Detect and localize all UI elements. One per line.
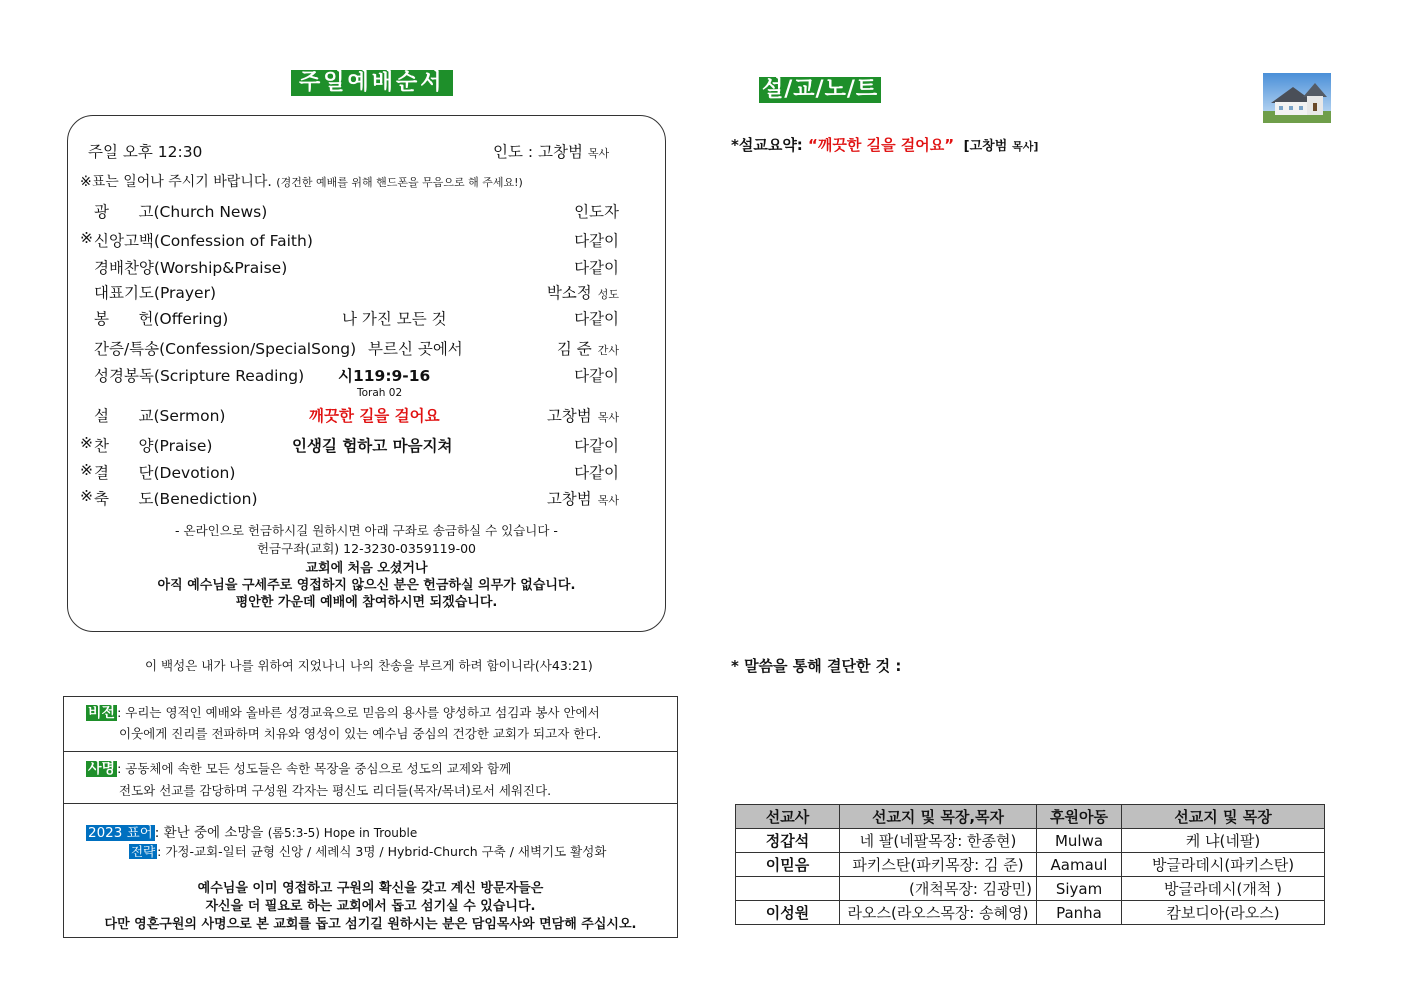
order-item-name: 대표기도(Prayer) bbox=[94, 284, 217, 302]
order-item-person-wrap bbox=[574, 229, 619, 251]
table-cell: 방글라데시(파키스탄) bbox=[1122, 853, 1325, 877]
order-item-name: 봉 헌(Offering) bbox=[94, 310, 229, 328]
sermon-summary bbox=[731, 134, 1038, 155]
order-item-person: 인도자 bbox=[574, 203, 619, 221]
missionary-table bbox=[735, 804, 1325, 925]
strategy-line bbox=[129, 842, 606, 860]
order-item-person-title: 간사 bbox=[597, 344, 619, 357]
vision-line-2: 이웃에게 진리를 전파하며 치유와 영성이 있는 예수님 중심의 건강한 교회가 되고자 한다. bbox=[119, 726, 602, 741]
table-cell: Siyam bbox=[1037, 877, 1122, 901]
order-item-mark: ※ bbox=[80, 229, 93, 247]
table-cell: (개척목장: 김광민) bbox=[840, 877, 1037, 901]
table-cell: 케 냐(네팔) bbox=[1122, 829, 1325, 853]
order-item-person-wrap bbox=[574, 307, 619, 329]
order-item-mark: ※ bbox=[80, 434, 93, 452]
sermon-summary-pastor-title: 목사] bbox=[1012, 140, 1039, 153]
sermon-note-title: 설/교/노/트 bbox=[759, 77, 881, 103]
sermon-summary-pastor: [고창범 bbox=[963, 139, 1008, 154]
sermon-summary-label: *설교요약: bbox=[731, 136, 809, 154]
table-cell: 이성원 bbox=[736, 901, 840, 925]
vision-section bbox=[64, 697, 677, 752]
welcome-line-3: 평안한 가운데 예배에 참여하시면 되겠습니다. bbox=[235, 595, 498, 610]
order-item-name: 광 고(Church News) bbox=[94, 203, 268, 221]
order-item-person: 다같이 bbox=[574, 259, 619, 277]
decision-label: * 말씀을 통해 결단한 것 : bbox=[731, 657, 902, 675]
worship-order-box bbox=[67, 115, 666, 632]
order-item-detail: 부르신 곳에서 bbox=[368, 340, 463, 358]
order-item-person-wrap bbox=[547, 404, 619, 426]
welcome-line-1: 교회에 처음 오셨거나 bbox=[305, 561, 428, 576]
worship-leader bbox=[493, 140, 609, 162]
strategy-tag: 전략 bbox=[131, 844, 156, 859]
table-header-cell: 선교사 bbox=[736, 805, 840, 829]
table-cell: 방글라데시(개척 ) bbox=[1122, 877, 1325, 901]
order-item-person: 김 준 bbox=[556, 340, 592, 358]
order-item-person-wrap bbox=[574, 434, 619, 456]
year-theme-tag: 2023 표어 bbox=[88, 825, 153, 841]
offering-account: 헌금구좌(교회) 12-3230-0359119-00 bbox=[256, 541, 476, 556]
order-item-detail: 나 가진 모든 것 bbox=[342, 310, 447, 328]
year-theme-line bbox=[86, 821, 417, 841]
order-item-person-wrap bbox=[547, 281, 619, 303]
order-item-person-title: 목사 bbox=[597, 411, 619, 424]
order-item-name: 설 교(Sermon) bbox=[94, 407, 226, 425]
order-item-detail: 인생길 험하고 마음지쳐 bbox=[292, 437, 453, 455]
table-header-cell: 선교지 및 목장 bbox=[1122, 805, 1325, 829]
table-row bbox=[736, 901, 1325, 925]
order-item-person: 다같이 bbox=[574, 464, 619, 482]
order-item-name: 성경봉독(Scripture Reading) bbox=[94, 367, 305, 385]
order-item-person-wrap bbox=[574, 200, 619, 222]
table-cell: 네 팔(네팔목장: 한종현) bbox=[840, 829, 1037, 853]
mission-section bbox=[64, 752, 677, 804]
order-item-person-wrap bbox=[547, 487, 619, 509]
visitor-line-3: 다만 영혼구원의 사명으로 본 교회를 돕고 섬기길 원하시는 분은 담임목사와 면담해 주십시오. bbox=[104, 917, 637, 932]
mission-tag: 사명 bbox=[88, 761, 116, 777]
order-item-name: 신앙고백(Confession of Faith) bbox=[94, 232, 313, 250]
order-item-person: 다같이 bbox=[574, 437, 619, 455]
order-item-person-title: 성도 bbox=[597, 288, 619, 301]
stand-note-text: ※표는 일어나 주시기 바랍니다. bbox=[80, 174, 272, 190]
table-row bbox=[736, 877, 1325, 901]
year-theme-section bbox=[64, 804, 677, 937]
table-cell: 이믿음 bbox=[736, 853, 840, 877]
mission-line-1 bbox=[86, 758, 511, 778]
vision-tag: 비전 bbox=[88, 705, 116, 721]
table-row bbox=[736, 853, 1325, 877]
vision-line-1 bbox=[86, 702, 600, 722]
torah-note: Torah 02 bbox=[357, 387, 403, 399]
church-photo-icon bbox=[1263, 73, 1331, 123]
bible-verse: 이 백성은 내가 나를 위하여 지었나니 나의 찬송을 부르게 하려 함이니라(사43:21) bbox=[145, 658, 593, 673]
online-offering-note: - 온라인으로 헌금하시길 원하시면 아래 구좌로 송금하실 수 있습니다 - bbox=[175, 523, 558, 538]
order-item-person-wrap bbox=[574, 364, 619, 386]
order-item-person: 다같이 bbox=[574, 310, 619, 328]
order-item-mark: ※ bbox=[80, 461, 93, 479]
vision-text-1: : 우리는 영적인 예배와 올바른 성경교육으로 믿음의 용사를 양성하고 섬김과 봉사 안에서 bbox=[117, 705, 600, 720]
stand-note bbox=[80, 171, 523, 191]
order-item-person: 고창범 bbox=[546, 490, 592, 508]
worship-order-title: 주일예배순서 bbox=[291, 70, 453, 96]
welcome-line-2: 아직 예수님을 구세주로 영접하지 않으신 분은 헌금하실 의무가 없습니다. bbox=[157, 578, 576, 593]
order-item-person-title: 목사 bbox=[597, 494, 619, 507]
table-cell: 정갑석 bbox=[736, 829, 840, 853]
table-cell: Mulwa bbox=[1037, 829, 1122, 853]
order-item-person-wrap bbox=[557, 337, 619, 359]
table-header-row bbox=[736, 805, 1325, 829]
order-item-person: 다같이 bbox=[574, 367, 619, 385]
table-cell bbox=[736, 877, 840, 901]
mission-line-2: 전도와 선교를 감당하며 구성원 각자는 평신도 리더들(목자/목녀)로서 세워진다. bbox=[119, 783, 552, 798]
year-theme-text: : 환난 중에 소망을 bbox=[154, 825, 264, 841]
table-cell: Panha bbox=[1037, 901, 1122, 925]
visitor-line-2: 자신을 더 필요로 하는 교회에서 돕고 섬기실 수 있습니다. bbox=[205, 899, 536, 914]
year-theme-ref: (롬5:3-5) Hope in Trouble bbox=[267, 826, 418, 840]
visitor-line-1: 예수님을 이미 영접하고 구원의 확신을 갖고 계신 방문자들은 bbox=[197, 881, 544, 896]
table-cell: 파키스탄(파키목장: 김 준) bbox=[840, 853, 1037, 877]
table-cell: 캄보디아(라오스) bbox=[1122, 901, 1325, 925]
stand-note-small: (경건한 예배를 위해 핸드폰을 무음으로 해 주세요!) bbox=[276, 176, 523, 189]
order-item-name: 간증/특송(Confession/SpecialSong) bbox=[94, 340, 357, 358]
order-item-person: 박소정 bbox=[546, 284, 592, 302]
order-item-detail: 깨끗한 길을 걸어요 bbox=[309, 407, 440, 425]
worship-leader-title: 목사 bbox=[587, 147, 610, 160]
order-item-mark: ※ bbox=[80, 487, 93, 505]
table-cell: 라오스(라오스목장: 송혜영) bbox=[840, 901, 1037, 925]
table-cell: Aamaul bbox=[1037, 853, 1122, 877]
table-header-cell: 후원아동 bbox=[1037, 805, 1122, 829]
order-item-person-wrap bbox=[574, 461, 619, 483]
strategy-text: : 가정-교회-일터 균형 신앙 / 세례식 3명 / Hybrid-Church 구축 / 새벽기도 활성화 bbox=[157, 844, 607, 859]
table-header-cell: 선교지 및 목장,목자 bbox=[840, 805, 1037, 829]
table-row bbox=[736, 829, 1325, 853]
order-item-person-wrap bbox=[574, 256, 619, 278]
order-item-name: 결 단(Devotion) bbox=[94, 464, 236, 482]
order-item-detail: 시119:9-16 bbox=[338, 367, 431, 385]
sermon-summary-title: “깨끗한 길을 걸어요” bbox=[808, 136, 955, 154]
service-time: 주일 오후 12:30 bbox=[88, 143, 203, 161]
order-item-person: 다같이 bbox=[574, 232, 619, 250]
vision-mission-box bbox=[63, 696, 678, 938]
worship-leader-label: 인도 : 고창범 bbox=[493, 143, 583, 161]
order-item-name: 축 도(Benediction) bbox=[94, 490, 258, 508]
mission-text-1: : 공동체에 속한 모든 성도들은 속한 목장을 중심으로 성도의 교제와 함께 bbox=[117, 761, 512, 776]
order-item-name: 찬 양(Praise) bbox=[94, 437, 213, 455]
order-item-person: 고창범 bbox=[546, 407, 592, 425]
order-item-name: 경배찬양(Worship&Praise) bbox=[94, 259, 288, 277]
